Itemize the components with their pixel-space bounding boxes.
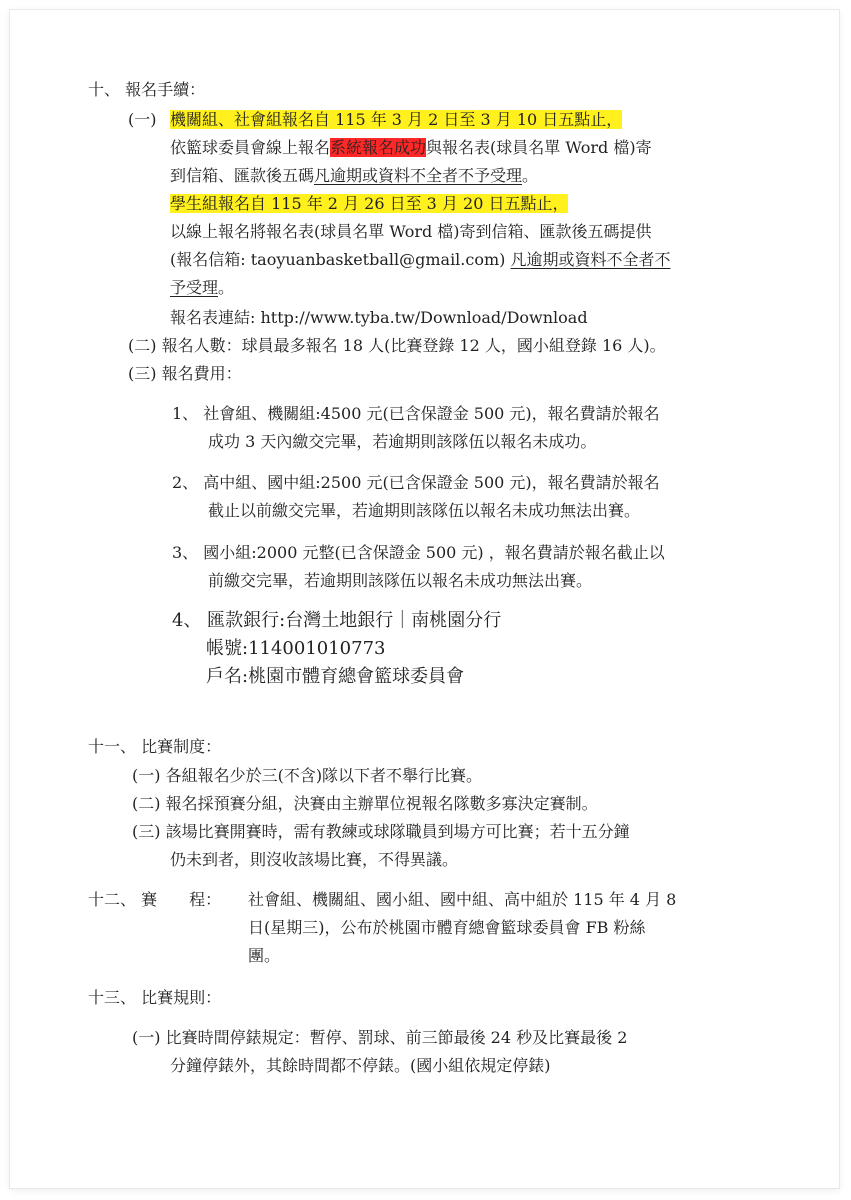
fee-item2-line1: 2、 高中組、國中組:2500 元(已含保證金 500 元)，報名費請於報名 — [172, 473, 660, 492]
s10-item1-line2 — [170, 137, 652, 159]
schedule-line3: 團。 — [248, 946, 281, 965]
schedule-line2: 日(星期三)，公布於桃園市體育總會籃球委員會 FB 粉絲 — [248, 918, 646, 937]
s10-item1-line6 — [170, 249, 671, 271]
text: 到信箱、匯款後五碼 — [170, 166, 315, 185]
underlined-text: 凡逾期或資料不全者不予受理 — [314, 166, 523, 185]
schedule-line1: 社會組、機關組、國小組、國中組、高中組於 115 年 4 月 8 — [248, 890, 677, 909]
s10-item1-line1 — [170, 109, 622, 131]
s10-item1-marker: (一) — [128, 110, 157, 129]
text: 。 — [218, 278, 235, 297]
s11-item1: (一) 各組報名少於三(不含)隊以下者不舉行比賽。 — [132, 766, 483, 785]
s10-item3: (三) 報名費用： — [128, 364, 242, 383]
s13-item1-line2: 分鐘停錶外，其餘時間都不停錶。(國小組依規定停錶) — [170, 1056, 551, 1075]
fee-item1-line2: 成功 3 天內繳交完畢，若逾期則該隊伍以報名未成功。 — [208, 432, 597, 451]
text: 與報名表(球員名單 Word 檔)寄 — [426, 138, 652, 157]
bank-name: 4、 匯款銀行:台灣土地銀行｜南桃園分行 — [172, 610, 502, 631]
s13-item1-line1: (一) 比賽時間停錶規定：暫停、罰球、前三節最後 24 秒及比賽最後 2 — [132, 1028, 628, 1047]
s10-item1-line7 — [170, 277, 234, 299]
fee-item3-line2: 前繳交完畢，若逾期則該隊伍以報名未成功無法出賽。 — [208, 571, 593, 590]
s10-item1-line5: 以線上報名將報名表(球員名單 Word 檔)寄到信箱、匯款後五碼提供 — [170, 222, 652, 241]
section-11-heading: 十一、 比賽制度： — [88, 737, 222, 756]
s10-item2: (二) 報名人數：球員最多報名 18 人(比賽登錄 12 人，國小組登錄 16 人)。 — [128, 336, 666, 355]
s11-item3-line2: 仍未到者，則沒收該場比賽，不得異議。 — [170, 850, 459, 869]
fee-item1-line1: 1、 社會組、機關組:4500 元(已含保證金 500 元)，報名費請於報名 — [172, 404, 660, 423]
registration-form-link: 報名表連結: http://www.tyba.tw/Download/Download — [170, 308, 588, 327]
underlined-text: 凡逾期或資料不全者不 — [510, 250, 671, 269]
s10-item1-line4 — [170, 193, 568, 215]
s10-item1-line3 — [170, 165, 538, 187]
highlight-yellow: 機關組、社會組報名自 115 年 3 月 2 日至 3 月 10 日五點止， — [170, 110, 623, 129]
document-page — [10, 10, 839, 1188]
bank-account: 帳號:114001010773 — [206, 638, 386, 659]
text: 依籃球委員會線上報名 — [170, 138, 331, 157]
section-10-heading: 十、 報名手續： — [88, 80, 206, 99]
fee-item2-line2: 截止以前繳交完畢，若逾期則該隊伍以報名未成功無法出賽。 — [208, 501, 641, 520]
highlight-yellow: 學生組報名自 115 年 2 月 26 日至 3 月 20 日五點止， — [170, 194, 569, 213]
section-13-heading: 十三、 比賽規則： — [88, 988, 222, 1007]
email-text: (報名信箱: taoyuanbasketball@gmail.com) — [170, 250, 511, 269]
account-holder: 戶名:桃園市體育總會籃球委員會 — [206, 666, 465, 687]
fee-item3-line1: 3、 國小組:2000 元整(已含保證金 500 元) ，報名費請於報名截止以 — [172, 543, 665, 562]
s11-item3-line1: (三) 該場比賽開賽時，需有教練或球隊職員到場方可比賽；若十五分鐘 — [132, 822, 630, 841]
underlined-text: 予受理 — [170, 278, 219, 297]
s11-item2: (二) 報名採預賽分組，決賽由主辦單位視報名隊數多寡決定賽制。 — [132, 794, 598, 813]
highlight-red: 系統報名成功 — [330, 138, 427, 157]
section-12-label: 十二、 賽 程： — [88, 890, 222, 909]
text: 。 — [522, 166, 539, 185]
